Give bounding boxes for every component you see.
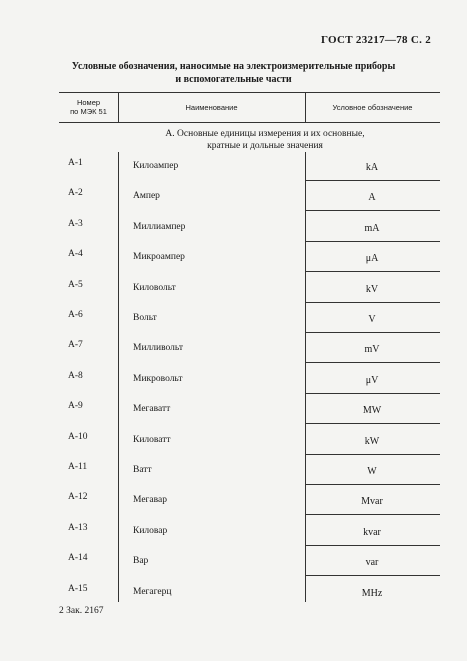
row-separator (305, 545, 440, 546)
column-header-code-line-2: по МЭК 51 (70, 107, 107, 116)
row-code: А-2 (68, 188, 83, 199)
row-name: Милливольт (133, 343, 184, 354)
row-separator (305, 454, 440, 455)
row-name: Килоампер (133, 161, 179, 171)
row-name: Мегавар (133, 495, 167, 506)
row-symbol: MW (362, 405, 382, 417)
row-name: Ампер (133, 191, 160, 202)
row-separator (305, 484, 440, 485)
row-name: Мегагерц (133, 586, 172, 597)
row-separator (305, 514, 440, 515)
row-symbol: μV (365, 374, 379, 386)
row-separator (305, 393, 440, 394)
column-header-code-line-1: Номер (76, 98, 101, 107)
document-title-line-1: Условные обозначения, наносимые на электроизмерительные приборы (71, 61, 396, 72)
row-name: Киловар (133, 525, 168, 536)
row-symbol: A (368, 192, 376, 204)
row-code: А-1 (68, 158, 83, 168)
row-separator (305, 575, 440, 576)
row-code: А-3 (68, 218, 83, 229)
row-name: Ватт (133, 465, 152, 475)
row-separator (305, 180, 440, 181)
row-symbol: mV (364, 344, 380, 356)
row-code: А-8 (68, 370, 83, 381)
row-name: Мегаватт (133, 404, 171, 415)
column-header-code (59, 98, 118, 116)
row-code: А-4 (68, 249, 83, 260)
section-heading-line-1: А. Основные единицы измерения и их основные, (165, 129, 365, 139)
row-code: А-15 (68, 583, 88, 594)
document-title (0, 60, 467, 86)
table-top-rule (59, 92, 440, 93)
row-symbol: kA (365, 162, 379, 173)
row-code: А-7 (68, 340, 83, 351)
row-separator (305, 423, 440, 424)
row-symbol: kW (364, 435, 380, 447)
body-divider-2 (305, 152, 306, 602)
body-divider-1 (118, 152, 119, 602)
row-code: А-6 (68, 310, 83, 320)
section-heading-line-2: кратные и дольные значения (207, 141, 323, 151)
row-symbol: MHz (361, 587, 383, 599)
row-name: Киловатт (133, 434, 171, 445)
row-name: Киловольт (133, 282, 176, 293)
page-header: ГОСТ 23217—78 С. 2 (320, 34, 431, 46)
row-symbol: W (367, 466, 377, 477)
row-code: А-10 (68, 431, 88, 442)
row-code: А-9 (68, 401, 83, 412)
row-symbol: μA (365, 253, 379, 265)
row-name: Вольт (133, 313, 157, 323)
row-separator (305, 362, 440, 363)
column-header-name: Наименование (185, 103, 238, 112)
section-heading (115, 128, 415, 152)
row-code: А-14 (68, 553, 88, 564)
row-symbol: kV (365, 283, 379, 295)
row-code: А-11 (68, 462, 88, 472)
row-name: Микроампер (133, 252, 185, 263)
row-symbol: mA (364, 222, 380, 234)
page-footer: 2 Зак. 2167 (59, 606, 104, 616)
table-header-bottom-rule (59, 122, 440, 123)
row-symbol: kvar (363, 526, 381, 538)
row-symbol: Mvar (361, 496, 383, 508)
row-code: А-5 (68, 279, 83, 290)
document-title-line-2: и вспомогательные части (175, 74, 292, 85)
row-separator (305, 332, 440, 333)
row-symbol: V (368, 314, 376, 325)
row-separator (305, 271, 440, 272)
column-header-symbol: Условное обозначение (332, 103, 413, 112)
row-separator (305, 210, 440, 211)
row-code: А-13 (68, 522, 88, 533)
row-separator (305, 241, 440, 242)
row-name: Миллиампер (133, 221, 186, 232)
row-name: Вар (133, 556, 149, 567)
row-symbol: var (365, 557, 379, 569)
row-code: А-12 (68, 492, 88, 503)
row-separator (305, 302, 440, 303)
row-name: Микровольт (133, 373, 183, 384)
